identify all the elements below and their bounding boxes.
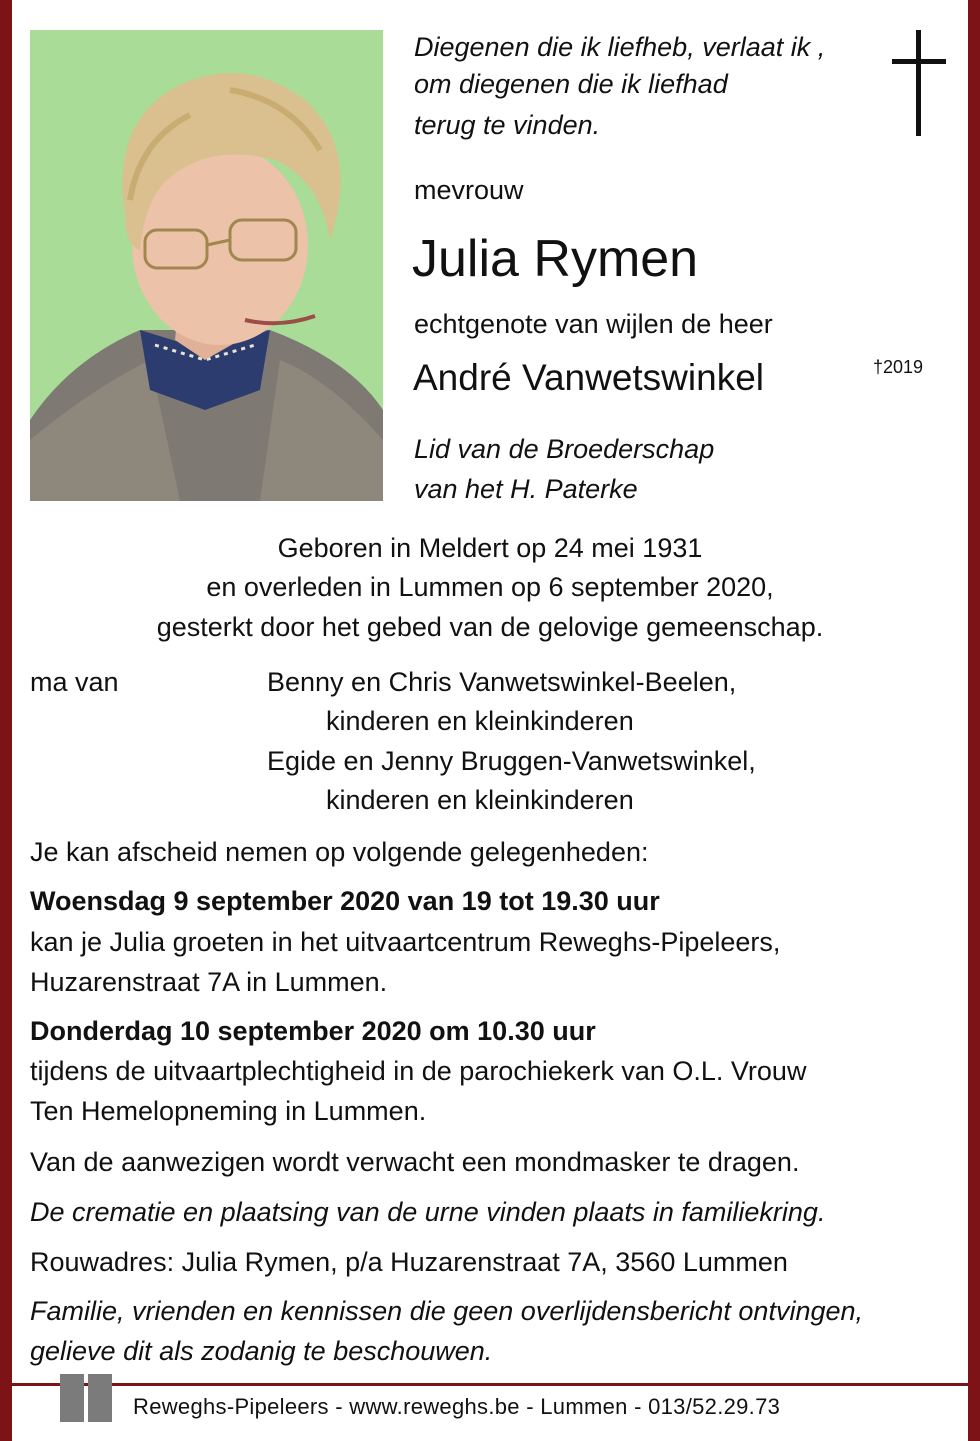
mourning-address: Rouwadres: Julia Rymen, p/a Huzarenstraat 7A, 3560 Lummen (30, 1247, 788, 1277)
farewell-intro: Je kan afscheid nemen op volgende gelegenheden: (30, 837, 649, 867)
poem-line-3: terug te vinden. (414, 110, 601, 140)
family-line-4: kinderen en kleinkinderen (326, 785, 634, 815)
closing-line-2: gelieve dit als zodanig te beschouwen. (30, 1336, 493, 1366)
occasion-1-line-2: Huzarenstraat 7A in Lummen. (30, 967, 388, 997)
spouse-death-year: †2019 (873, 357, 924, 377)
occasion-2-line-1: tijdens de uitvaartplechtigheid in de parochiekerk van O.L. Vrouw (30, 1056, 807, 1086)
membership-line-2: van het H. Paterke (414, 474, 638, 504)
family-line-2: kinderen en kleinkinderen (326, 706, 634, 736)
frame-left-border (0, 0, 12, 1441)
spouse-intro: echtgenote van wijlen de heer (414, 309, 773, 339)
poem-line-2: om diegenen die ik liefhad (414, 69, 728, 99)
spouse-name: André Vanwetswinkel (413, 357, 764, 398)
poem-line-1: Diegenen die ik liefheb, verlaat ik , (414, 32, 826, 62)
salutation: mevrouw (414, 175, 524, 205)
footer-divider (12, 1383, 968, 1386)
occasion-1-line-1: kan je Julia groeten in het uitvaartcentrum Reweghs-Pipeleers, (30, 927, 781, 957)
portrait-photo (30, 30, 383, 501)
membership-line-1: Lid van de Broederschap (414, 434, 715, 464)
occasion-2-line-2: Ten Hemelopneming in Lummen. (30, 1096, 427, 1126)
faith-line: gesterkt door het gebed van de gelovige gemeenschap. (156, 612, 824, 642)
family-line-3: Egide en Jenny Bruggen-Vanwetswinkel, (267, 746, 756, 776)
portrait-illustration (30, 30, 383, 501)
deceased-name: Julia Rymen (412, 230, 699, 288)
frame-right-border (968, 0, 980, 1441)
cremation-note: De crematie en plaatsing van de urne vinden plaats in familiekring. (30, 1197, 826, 1227)
death-line: en overleden in Lummen op 6 september 2020, (206, 572, 774, 602)
footer-contact: Reweghs-Pipeleers - www.reweghs.be - Lummen - 013/52.29.73 (133, 1394, 781, 1419)
occasion-1-heading: Woensdag 9 september 2020 van 19 tot 19.30 uur (30, 886, 660, 916)
closing-line-1: Familie, vrienden en kennissen die geen overlijdensbericht ontvingen, (30, 1296, 864, 1326)
family-label: ma van (30, 667, 119, 697)
occasion-2-heading: Donderdag 10 september 2020 om 10.30 uur (30, 1016, 596, 1046)
birth-line: Geboren in Meldert op 24 mei 1931 (277, 533, 703, 563)
mask-note: Van de aanwezigen wordt verwacht een mondmasker te dragen. (30, 1147, 800, 1177)
family-line-1: Benny en Chris Vanwetswinkel-Beelen, (267, 667, 737, 697)
